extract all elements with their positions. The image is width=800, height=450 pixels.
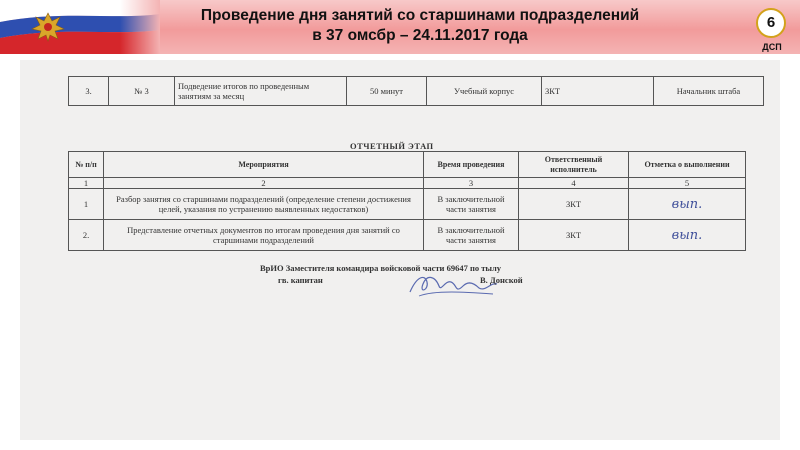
row-time: В заключительной части занятия: [424, 220, 519, 251]
slide-number-badge: 6: [756, 8, 786, 38]
stage-title: ОТЧЕТНЫЙ ЭТАП: [350, 141, 434, 151]
signature-rank: гв. капитан: [278, 275, 323, 285]
col-header-responsible: Ответственный исполнитель: [519, 152, 629, 178]
row-approver: Начальник штаба: [654, 77, 764, 106]
column-number: 5: [629, 178, 746, 189]
column-number: 4: [519, 178, 629, 189]
slide-header: [0, 0, 800, 54]
row-responsible: ЗКТ: [519, 220, 629, 251]
row-mark-handwritten: вып.: [629, 189, 746, 220]
table-row: [69, 220, 746, 251]
row-mark-handwritten: вып.: [629, 220, 746, 251]
table-row: [69, 77, 764, 106]
column-number: 2: [104, 178, 424, 189]
row-event: Разбор занятия со старшинами подразделений (определение степени достижения целей, указания по устранению выявленных недостатков): [104, 189, 424, 220]
row-responsible: ЗКТ: [542, 77, 654, 106]
row-event: Подведение итогов по проведенным занятиям за месяц: [175, 77, 347, 106]
security-label: ДСП: [762, 42, 782, 52]
column-number-row: [69, 178, 746, 189]
row-duration: 50 минут: [347, 77, 427, 106]
row-number: 3.: [69, 77, 109, 106]
previous-stage-table: [68, 76, 764, 106]
row-item: № 3: [109, 77, 175, 106]
table-row: [69, 189, 746, 220]
row-place: Учебный корпус: [427, 77, 542, 106]
row-number: 1: [69, 189, 104, 220]
slide-title: [160, 6, 680, 46]
row-responsible: ЗКТ: [519, 189, 629, 220]
scanned-document: [20, 60, 780, 440]
col-header-mark: Отметка о выполнении: [629, 152, 746, 178]
signature-name: В. Донской: [480, 275, 523, 285]
column-number: 3: [424, 178, 519, 189]
row-time: В заключительной части занятия: [424, 189, 519, 220]
col-header-event: Мероприятия: [104, 152, 424, 178]
col-header-number: № п/п: [69, 152, 104, 178]
reporting-stage-table: [68, 151, 746, 251]
col-header-time: Время проведения: [424, 152, 519, 178]
row-number: 2.: [69, 220, 104, 251]
russian-flag-emblem-icon: [0, 0, 160, 54]
signature-position: ВрИО Заместителя командира войсковой части 69647 по тылу: [260, 263, 502, 273]
row-event: Представление отчетных документов по итогам проведения дня занятий со старшинами подразделений: [104, 220, 424, 251]
title-line-1: Проведение дня занятий со старшинами подразделений: [200, 7, 640, 24]
title-line-2: в 37 омсбр – 24.11.2017 года: [312, 27, 528, 44]
column-number: 1: [69, 178, 104, 189]
header-row: [69, 152, 746, 178]
